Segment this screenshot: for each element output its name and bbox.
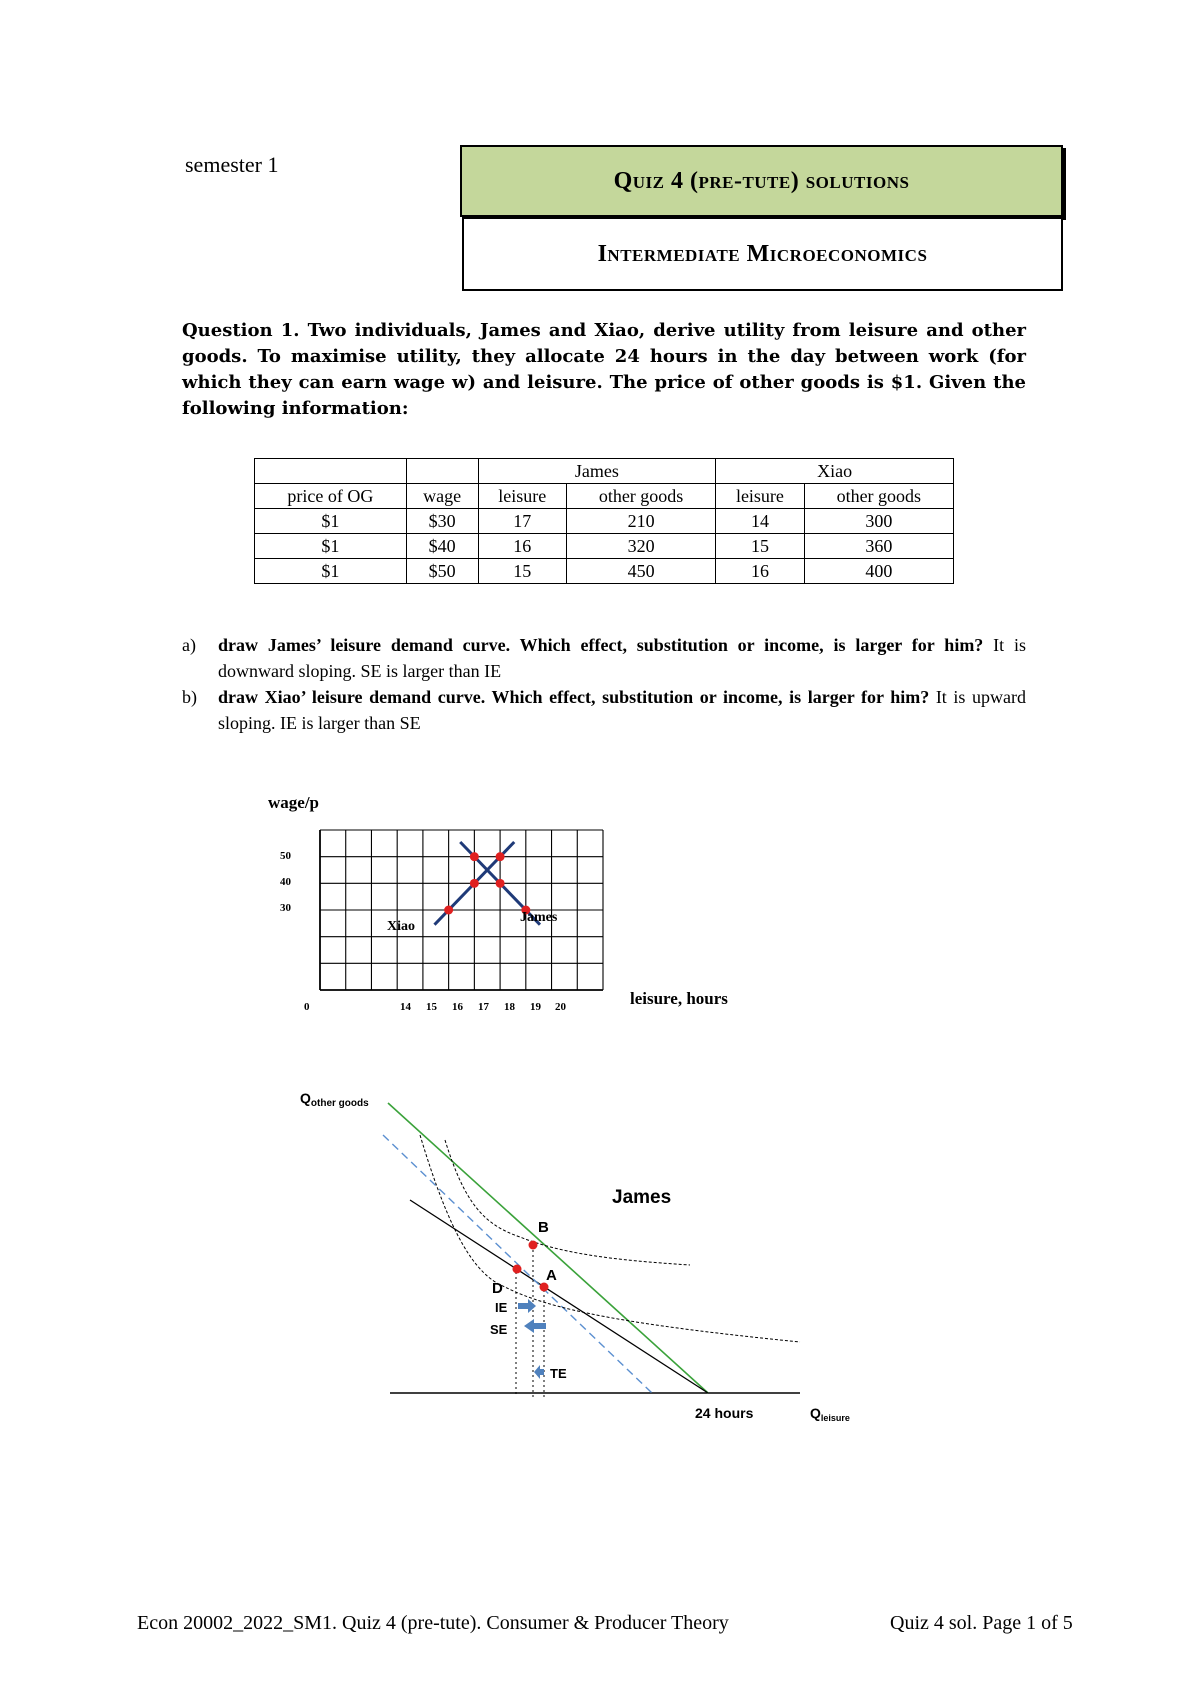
chart-title: James (612, 1187, 672, 1208)
part-body (218, 632, 1026, 684)
question-text: Question 1. Two individuals, James and Xiao, derive utility from leisure and other goods. To maximise utility, they allocate 24 hours in the day between work (for which they can earn wage w) and leisure. The price of other goods is $1. Given the following information: (182, 320, 1026, 419)
table-cell: 210 (566, 509, 715, 534)
x-tick-label: 18 (504, 1001, 515, 1013)
x-annotation-24-hours: 24 hours (695, 1405, 754, 1421)
se-arrow-icon (524, 1319, 546, 1333)
x-tick-label: 19 (530, 1001, 541, 1013)
part-answer: It is downward sloping. SE is larger than IE (218, 635, 1026, 681)
subtitle-banner (462, 217, 1063, 291)
x-tick-label: 20 (555, 1001, 566, 1013)
x-axis-label: leisure, hours (630, 989, 728, 1008)
chart-grid (320, 830, 603, 990)
part-label: a) (182, 635, 196, 655)
table-cell: 360 (804, 534, 953, 559)
table-cell: 14 (716, 509, 804, 534)
data-point-xiao (470, 879, 479, 888)
table-cell: $50 (406, 559, 478, 584)
table-cell: 450 (566, 559, 715, 584)
table-cell: 17 (478, 509, 566, 534)
y-tick-label: 40 (280, 876, 291, 888)
table-cell: $40 (406, 534, 478, 559)
table-cell: 320 (566, 534, 715, 559)
effects-diagram (300, 1085, 880, 1445)
table-header-cell: other goods (804, 484, 953, 509)
table-header-row (255, 484, 954, 509)
y-axis-label: wage/p (268, 793, 319, 812)
part-answer: It is upward sloping. IE is larger than SE (218, 687, 1026, 733)
y-tick-label: 50 (280, 850, 291, 862)
table-cell (255, 459, 407, 484)
footer-page-number: Quiz 4 sol. Page 1 of 5 (890, 1612, 1073, 1634)
table-cell: 400 (804, 559, 953, 584)
leisure-demand-chart (250, 790, 770, 1030)
x-tick-label: 14 (400, 1001, 411, 1013)
table-row (255, 534, 954, 559)
x-tick-label: 16 (452, 1001, 463, 1013)
part-question: draw Xiao’ leisure demand curve. Which effect, substitution or income, is larger for him? (218, 687, 930, 707)
data-point-james (470, 852, 479, 861)
label-d: D (492, 1280, 503, 1297)
semester-label: semester 1 (185, 152, 279, 177)
table-cell: 16 (716, 559, 804, 584)
data-point-xiao (444, 906, 453, 915)
table-cell: $30 (406, 509, 478, 534)
question-parts (182, 632, 1026, 736)
table-group-row (255, 459, 954, 484)
point-d (513, 1265, 522, 1274)
indifference-curve-low (420, 1135, 800, 1342)
table-header-cell: other goods (566, 484, 715, 509)
compensated-budget-line (383, 1135, 652, 1393)
part-label: b) (182, 687, 197, 707)
new-budget-line (388, 1103, 708, 1393)
table-cell: 16 (478, 534, 566, 559)
table-row (255, 509, 954, 534)
table-cell: 15 (716, 534, 804, 559)
table-cell: $1 (255, 534, 407, 559)
title-banner (460, 145, 1063, 217)
table-cell: 15 (478, 559, 566, 584)
x-tick-label: 15 (426, 1001, 437, 1013)
series-label-james: James (520, 910, 558, 925)
page-title: Quiz 4 (pre-tute) solutions (613, 167, 910, 194)
table-group-header-xiao: Xiao (716, 459, 954, 484)
label-te: TE (550, 1366, 567, 1381)
label-a: A (546, 1267, 557, 1284)
part-body (218, 684, 1026, 736)
table-header-cell: price of OG (255, 484, 407, 509)
x-tick-label: 17 (478, 1001, 489, 1013)
footer-course: Econ 20002_2022_SM1. Quiz 4 (pre-tute). Consumer & Producer Theory (137, 1612, 729, 1634)
part-b (182, 684, 1026, 736)
table-cell: 300 (804, 509, 953, 534)
table-cell: $1 (255, 559, 407, 584)
x-tick-label: 0 (304, 1001, 310, 1013)
data-table (254, 458, 954, 584)
table-header-cell: leisure (478, 484, 566, 509)
series-label-xiao: Xiao (387, 919, 415, 934)
table-row (255, 559, 954, 584)
data-point-james (496, 879, 505, 888)
table-header-cell: leisure (716, 484, 804, 509)
part-question: draw James’ leisure demand curve. Which effect, substitution or income, is larger for him? (218, 635, 984, 655)
label-ie: IE (495, 1300, 508, 1315)
table-cell: $1 (255, 509, 407, 534)
point-b (529, 1241, 538, 1250)
data-point-xiao (496, 852, 505, 861)
x-axis-label: $Q_{leisure}$ (810, 1405, 850, 1423)
label-se: SE (490, 1322, 508, 1337)
label-b: B (538, 1219, 549, 1236)
part-a (182, 632, 1026, 684)
table-cell (406, 459, 478, 484)
te-arrow-icon (534, 1365, 544, 1379)
table-group-header-james: James (478, 459, 716, 484)
table-header-cell: wage (406, 484, 478, 509)
page-subtitle: Intermediate Microeconomics (597, 240, 928, 267)
y-axis-label: $Q_{other goods}$ (300, 1090, 369, 1109)
y-tick-label: 30 (280, 902, 291, 914)
